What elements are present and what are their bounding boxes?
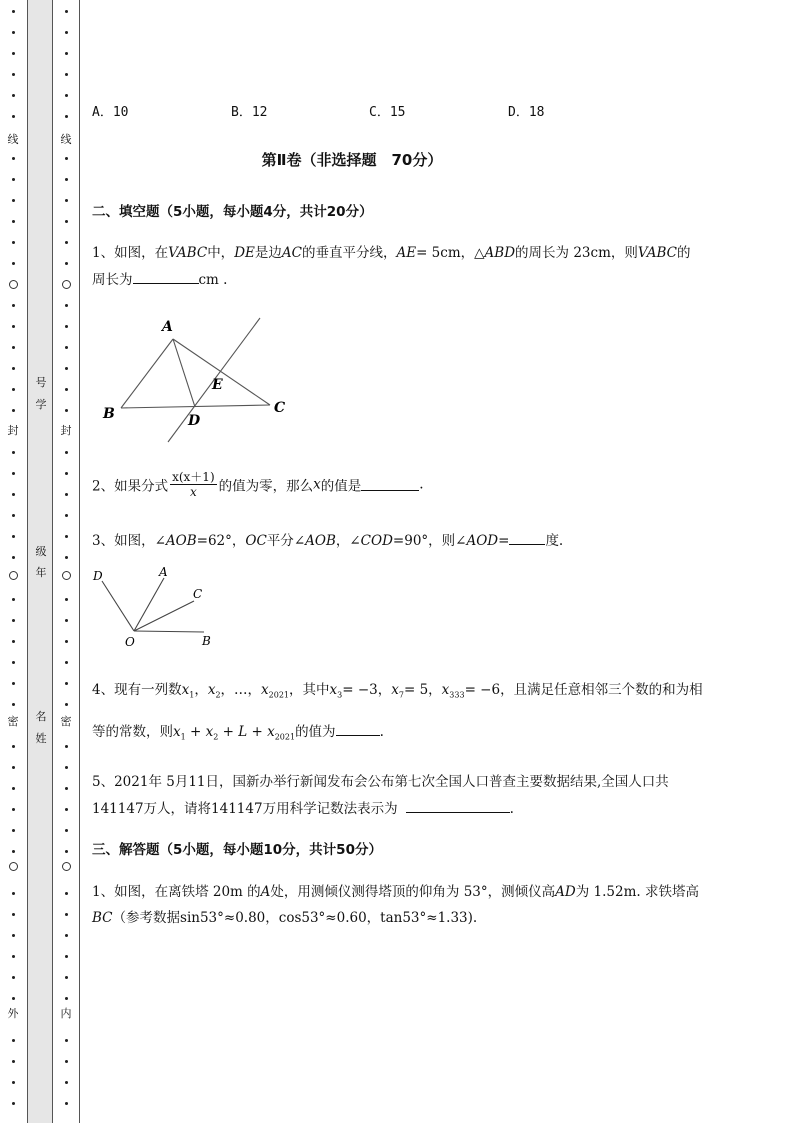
- q4-sub: 1: [180, 732, 186, 742]
- q4-var: x: [329, 682, 338, 698]
- margin-dot: [12, 220, 15, 223]
- label-b: B: [202, 634, 211, 648]
- figure-triangle-abc: [98, 312, 298, 452]
- q4-sub: 2021: [268, 690, 290, 700]
- q4-text: = 5，: [403, 682, 442, 698]
- q1-text: = 5cm，: [416, 245, 475, 261]
- a1-bc: BC: [92, 910, 113, 926]
- margin-dot: [12, 325, 15, 328]
- q1-triangle: VABC: [637, 245, 677, 261]
- q3-angle: ∠AOD: [455, 533, 499, 549]
- margin-dot: [12, 1060, 15, 1063]
- margin-dot: [65, 976, 68, 979]
- margin-dot: [65, 73, 68, 76]
- margin-dot: [12, 199, 15, 202]
- margin-dot: [12, 304, 15, 307]
- margin-dot: [12, 346, 15, 349]
- margin-dot: [65, 493, 68, 496]
- q1-text: 的: [676, 245, 691, 261]
- q4-text: 的值为: [295, 724, 336, 740]
- q1-text: cm .: [198, 272, 228, 288]
- margin-dot: [12, 178, 15, 181]
- q2-text: 的值是: [320, 478, 362, 495]
- q3-text: 3、如图，: [92, 533, 155, 549]
- margin-dot: [12, 52, 15, 55]
- margin-dot: [65, 31, 68, 34]
- margin-dot: [12, 1081, 15, 1084]
- margin-dot: [65, 661, 68, 664]
- margin-dot: [12, 745, 15, 748]
- q1-ae: AE: [396, 245, 417, 261]
- margin-dot: [12, 682, 15, 685]
- label-a: A: [162, 319, 173, 335]
- margin-dot: [65, 850, 68, 853]
- margin-dot: [65, 199, 68, 202]
- margin-dot: [65, 640, 68, 643]
- margin-dot: [65, 1039, 68, 1042]
- margin-dot: [12, 913, 15, 916]
- binding-margin-inner: [53, 0, 80, 1123]
- margin-dot: [12, 367, 15, 370]
- q4-var: x: [441, 682, 450, 698]
- q2-line: [92, 470, 424, 506]
- margin-dot: [65, 472, 68, 475]
- q1-line1: [92, 241, 690, 261]
- margin-dot: [65, 955, 68, 958]
- field-label-xue: 学: [35, 398, 47, 411]
- field-label-nian: 年: [35, 566, 47, 579]
- margin-dot: [65, 619, 68, 622]
- figure-angles: [92, 563, 222, 653]
- q4-sub: 2: [213, 732, 219, 742]
- q4-text: 4、现有一列数: [92, 682, 182, 698]
- margin-dot: [12, 997, 15, 1000]
- margin-dot: [12, 766, 15, 769]
- ray-ob: [134, 631, 204, 632]
- q1-line2: [92, 268, 227, 288]
- ray-od: [102, 581, 134, 631]
- margin-circle: [9, 571, 18, 580]
- q2-text: 2、如果分式: [92, 478, 169, 495]
- label-o: O: [125, 635, 135, 649]
- margin-dot: [12, 10, 15, 13]
- q4-var: x: [207, 682, 216, 698]
- field-label-ji: 级: [35, 545, 47, 558]
- q4-var: x: [181, 682, 190, 698]
- q4-sub: 3: [337, 690, 343, 700]
- outer-margin-char: 外: [7, 1007, 19, 1020]
- q1-text: 周长为: [92, 272, 133, 288]
- margin-dot: [12, 115, 15, 118]
- margin-dot: [65, 325, 68, 328]
- margin-dot: [65, 451, 68, 454]
- margin-dot: [12, 493, 15, 496]
- margin-dot: [65, 556, 68, 559]
- outer-margin-char: 线: [7, 133, 19, 146]
- q2-text: 的值为零，那么: [218, 478, 314, 495]
- margin-dot: [65, 808, 68, 811]
- section-fill-blank-heading: 二、填空题（5小题，每小题4分，共计20分）: [92, 204, 373, 220]
- q4-sum: + L + x: [218, 724, 275, 740]
- outer-margin-char: 密: [7, 715, 19, 728]
- margin-circle: [9, 862, 18, 871]
- margin-dot: [65, 514, 68, 517]
- part2-title: 第Ⅱ卷（非选择题 70分）: [261, 151, 443, 169]
- margin-dot: [12, 829, 15, 832]
- label-e: E: [212, 377, 223, 393]
- q1-answer-blank[interactable]: [133, 272, 199, 284]
- q4-text: 等的常数，则: [92, 724, 173, 740]
- a1-line2: [92, 906, 477, 926]
- inner-margin-char: 密: [60, 715, 72, 728]
- q5-line2: [92, 797, 514, 817]
- margin-dot: [65, 10, 68, 13]
- q3-text: =90°，则: [392, 533, 456, 549]
- margin-dot: [65, 997, 68, 1000]
- margin-dot: [65, 262, 68, 265]
- outer-margin-char: 封: [7, 424, 19, 437]
- q1-text: 是边: [254, 245, 282, 261]
- q1-de: DE: [234, 245, 255, 261]
- margin-dot: [65, 766, 68, 769]
- field-label-ming: 名: [35, 710, 47, 723]
- q4-sub: 1: [189, 690, 195, 700]
- q4-sub: 7: [398, 690, 404, 700]
- margin-dot: [65, 1060, 68, 1063]
- field-label-xing: 姓: [35, 732, 47, 745]
- margin-dot: [65, 1081, 68, 1084]
- q2-text: .: [419, 476, 424, 493]
- label-a: A: [159, 565, 168, 579]
- q4-line1: 4、现有一列数$x_1$，$x_2$，…，$x_{2021}$，其中$x_3= -3$，$x_7= 5$，$x_{333}= -6$，且满足任意相邻三个数的和为相: [92, 682, 703, 700]
- a1-point-a: A: [260, 884, 271, 900]
- option-a: A．10: [92, 105, 129, 120]
- q3-text: ，: [335, 533, 350, 549]
- q4-sum: + x: [185, 724, 214, 740]
- margin-dot: [65, 787, 68, 790]
- margin-dot: [12, 598, 15, 601]
- margin-dot: [12, 73, 15, 76]
- q3-angle: ∠COD: [349, 533, 393, 549]
- margin-circle: [62, 571, 71, 580]
- inner-margin-char: 封: [60, 424, 72, 437]
- q1-text: 1、如图，在: [92, 245, 169, 261]
- margin-circle: [62, 862, 71, 871]
- q4-var: x: [391, 682, 399, 698]
- option-b: B．12: [231, 105, 268, 120]
- margin-dot: [12, 955, 15, 958]
- margin-dot: [65, 304, 68, 307]
- binding-margin-outer: [0, 0, 27, 1123]
- margin-dot: [12, 556, 15, 559]
- field-label-hao: 号: [35, 376, 47, 389]
- margin-dot: [65, 892, 68, 895]
- exam-content: [92, 0, 782, 1123]
- segment-ab: [121, 339, 173, 408]
- q2-denominator: x: [189, 485, 197, 499]
- q4-text: = −6，且满足任意相邻三个数的和为相: [464, 682, 703, 698]
- margin-dot: [65, 52, 68, 55]
- q3-oc: OC: [245, 533, 267, 549]
- margin-dot: [65, 157, 68, 160]
- margin-dot: [12, 934, 15, 937]
- q5-answer-blank[interactable]: [406, 801, 510, 813]
- margin-dot: [65, 178, 68, 181]
- q2-variable: x: [313, 476, 321, 493]
- margin-dot: [12, 808, 15, 811]
- margin-dot: [65, 829, 68, 832]
- margin-dot: [65, 1102, 68, 1105]
- q4-var: x: [261, 682, 269, 698]
- a1-reference-data: （参考数据sin53°≈0.80，cos53°≈0.60，tan53°≈1.33).: [112, 910, 478, 926]
- margin-dot: [65, 535, 68, 538]
- segment-ad: [173, 339, 195, 407]
- q3-answer-blank[interactable]: [509, 533, 545, 545]
- margin-dot: [65, 934, 68, 937]
- margin-dot: [65, 220, 68, 223]
- option-d: D．18: [508, 105, 545, 120]
- section-answer-heading: 三、解答题（5小题，每小题10分，共计50分）: [92, 842, 382, 858]
- q3-text: 度.: [545, 533, 564, 549]
- margin-circle: [9, 280, 18, 289]
- label-b: B: [103, 406, 115, 422]
- margin-circle: [62, 280, 71, 289]
- q4-sub: 2: [215, 690, 221, 700]
- label-d: D: [93, 569, 103, 583]
- margin-dot: [12, 1039, 15, 1042]
- q2-answer-blank[interactable]: [361, 479, 419, 491]
- q3-text: =62°，: [196, 533, 246, 549]
- q4-var: x: [173, 724, 181, 740]
- q4-text: ，其中: [289, 682, 330, 698]
- a1-text: 1、如图，在离铁塔 20m 的: [92, 884, 261, 900]
- margin-dot: [65, 703, 68, 706]
- q3-text: =: [498, 533, 510, 549]
- q2-numerator: x(x＋1): [172, 470, 215, 484]
- margin-dot: [65, 682, 68, 685]
- q3-angle: ∠AOB: [154, 533, 197, 549]
- margin-dot: [12, 976, 15, 979]
- q2-fraction: [170, 470, 217, 499]
- margin-dot: [65, 913, 68, 916]
- margin-dot: [65, 409, 68, 412]
- margin-dot: [65, 241, 68, 244]
- q1-text: ，则: [610, 245, 638, 261]
- margin-dot: [12, 409, 15, 412]
- q3-text: 平分: [266, 533, 294, 549]
- margin-dot: [12, 787, 15, 790]
- margin-dot: [65, 115, 68, 118]
- q1-unit: cm: [590, 245, 611, 261]
- margin-dot: [12, 535, 15, 538]
- margin-dot: [12, 94, 15, 97]
- q5-text: 141147万人，请将141147万用科学记数法表示为: [92, 801, 398, 817]
- a1-text: 为 1.52m. 求铁塔高: [575, 884, 699, 900]
- margin-dot: [65, 598, 68, 601]
- margin-dot: [12, 892, 15, 895]
- q5-text: .: [509, 801, 514, 817]
- q3-angle: ∠AOB: [293, 533, 336, 549]
- a1-ad: AD: [555, 884, 576, 900]
- option-c: C．15: [369, 105, 406, 120]
- inner-margin-char: 内: [60, 1007, 72, 1020]
- q1-ac: AC: [281, 245, 302, 261]
- margin-dot: [12, 640, 15, 643]
- q1-abd: △ABD: [474, 245, 516, 261]
- inner-margin-char: 线: [60, 133, 72, 146]
- margin-dot: [12, 31, 15, 34]
- margin-dot: [12, 241, 15, 244]
- q5-line1: 5、2021年 5月11日，国新办举行新闻发布会公布第七次全国人口普查主要数据结果,全国人口共: [92, 774, 669, 790]
- q1-text: 的垂直平分线，: [301, 245, 397, 261]
- q1-text: 的周长为 23: [515, 245, 591, 261]
- margin-dot: [65, 367, 68, 370]
- q4-text: = −3，: [342, 682, 392, 698]
- margin-dot: [65, 94, 68, 97]
- q4-line2: [92, 720, 384, 742]
- q3-line: [92, 529, 563, 549]
- margin-dot: [12, 1102, 15, 1105]
- margin-dot: [12, 262, 15, 265]
- label-d: D: [188, 413, 201, 429]
- label-c: C: [193, 587, 203, 601]
- a1-text: 处，用测倾仪测得塔顶的仰角为 53°，测倾仪高: [270, 884, 556, 900]
- margin-dot: [12, 619, 15, 622]
- margin-dot: [65, 388, 68, 391]
- margin-dot: [12, 514, 15, 517]
- q4-text: ，…，: [220, 682, 262, 698]
- margin-dot: [12, 157, 15, 160]
- margin-dot: [12, 850, 15, 853]
- a1-line1: [92, 880, 699, 900]
- q1-text: 中，: [207, 245, 235, 261]
- margin-dot: [12, 472, 15, 475]
- label-c: C: [274, 400, 286, 416]
- q4-sub: 333: [449, 690, 465, 700]
- q4-answer-blank[interactable]: [336, 724, 380, 736]
- margin-dot: [65, 346, 68, 349]
- margin-dot: [12, 703, 15, 706]
- q4-sub: 2021: [274, 732, 296, 742]
- margin-dot: [12, 451, 15, 454]
- margin-dot: [12, 388, 15, 391]
- segment-ac: [173, 339, 270, 405]
- margin-dot: [12, 661, 15, 664]
- q1-triangle: VABC: [168, 245, 208, 261]
- margin-dot: [65, 745, 68, 748]
- q4-text: .: [379, 724, 384, 740]
- binding-margin-fields: [27, 0, 53, 1123]
